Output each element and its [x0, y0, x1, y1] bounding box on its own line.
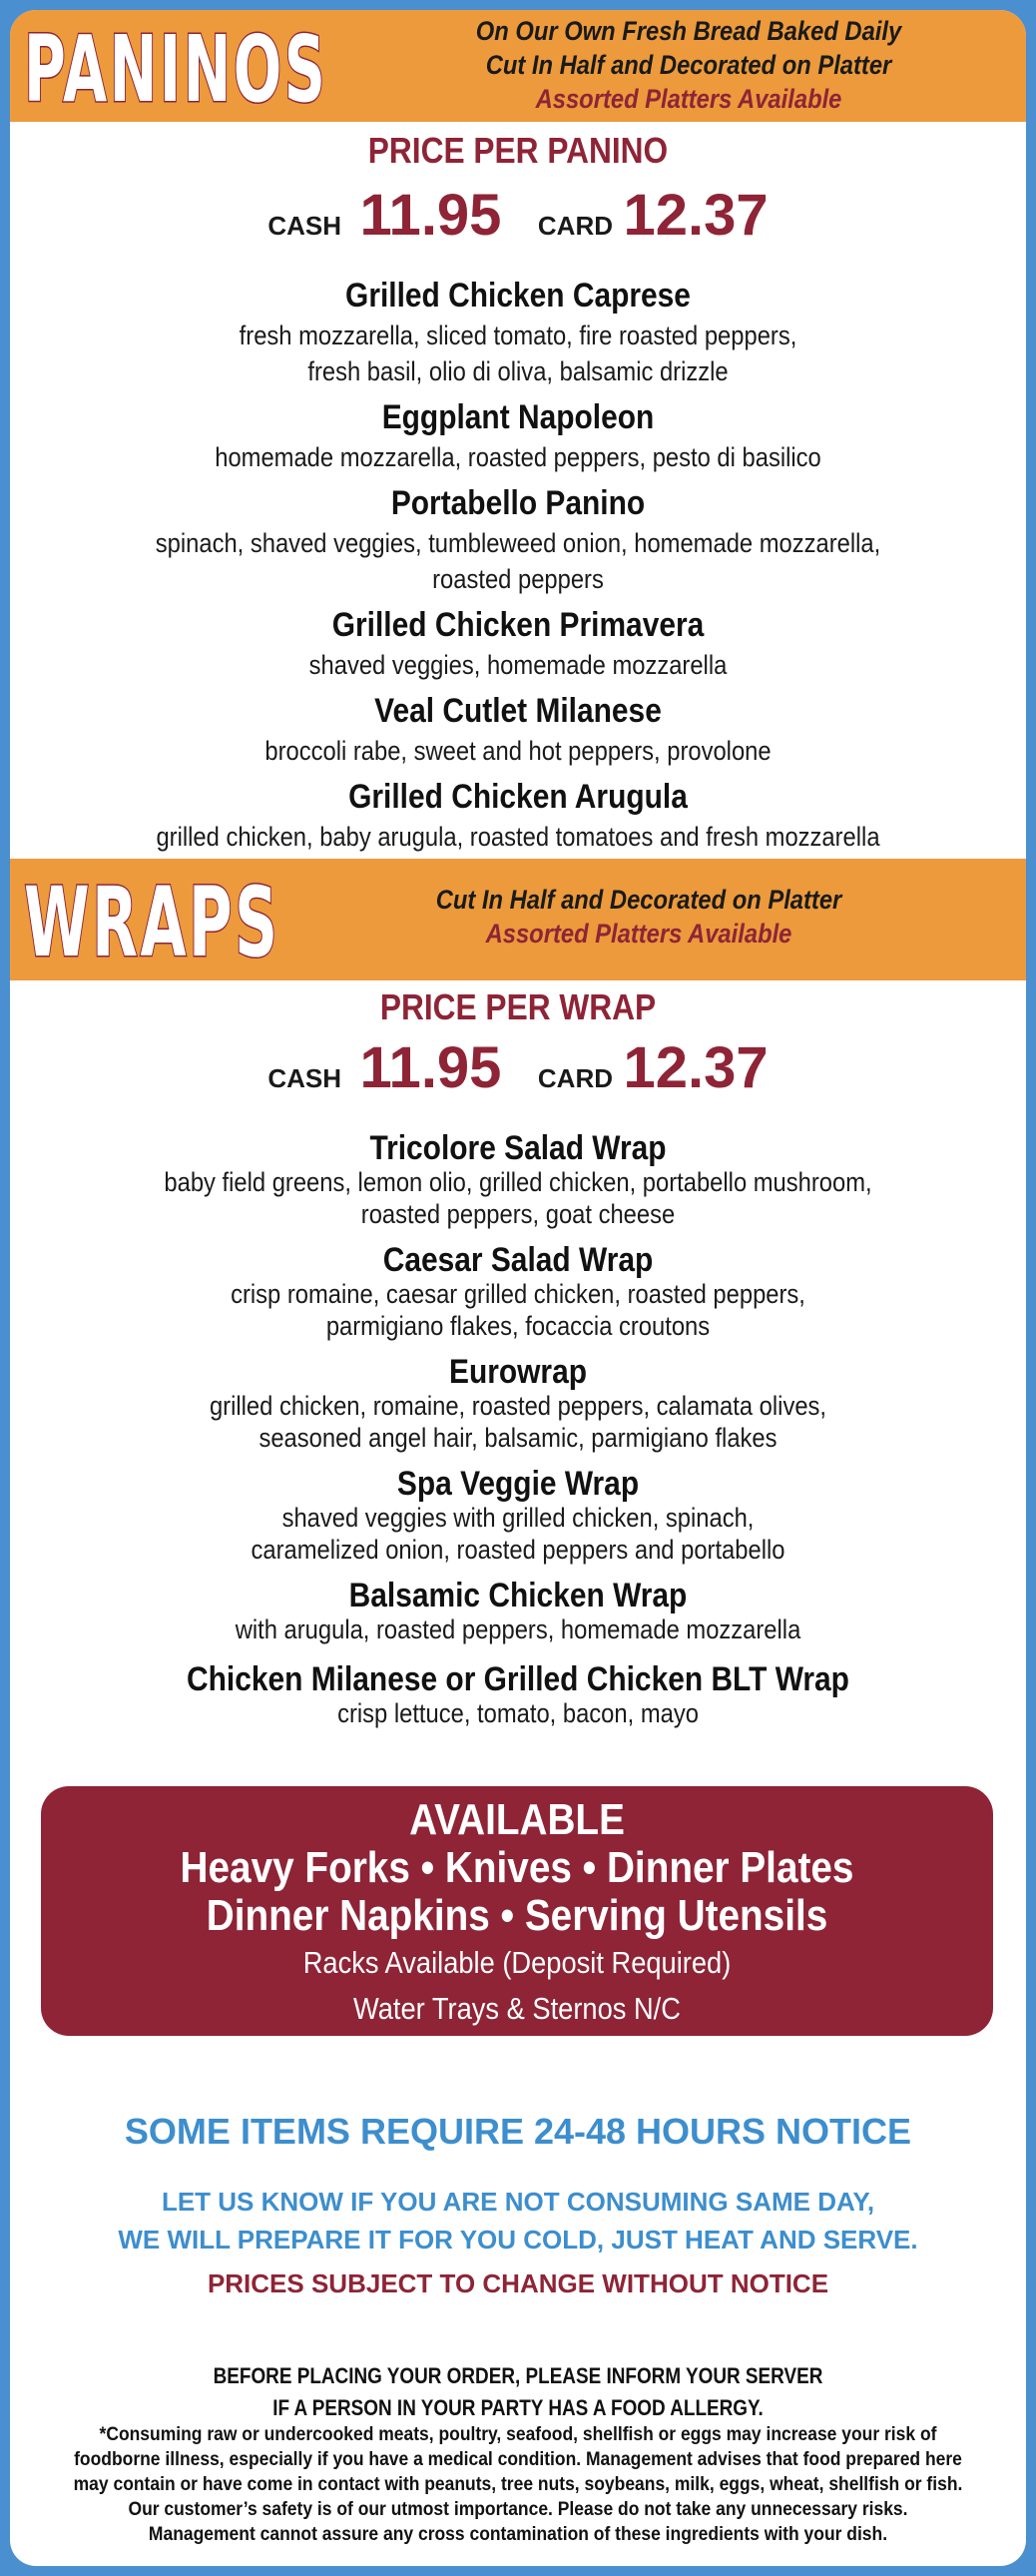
item-name: Eggplant Napoleon	[381, 398, 655, 436]
food-safety-disclaimer	[51, 2422, 986, 2547]
item-description: crisp lettuce, tomato, bacon, mayo	[337, 1698, 699, 1728]
available-line-4: Water Trays & Sternos N/C	[353, 1991, 681, 2026]
available-line-3: Racks Available (Deposit Required)	[302, 1945, 732, 1980]
cash-price: 11.95	[359, 1035, 502, 1100]
cold-notice-line-2: WE WILL PREPARE IT FOR YOU COLD, JUST HEAT AND SERVE.	[118, 2225, 918, 2254]
cash-price: 11.95	[359, 183, 502, 248]
wraps-tagline-2: Assorted Platters Available	[485, 919, 792, 949]
item-description: grilled chicken, romaine, roasted peppers, calamata olives,	[209, 1391, 827, 1421]
item-description: shaved veggies with grilled chicken, spinach,	[281, 1503, 755, 1533]
item-description: parmigiano flakes, focaccia croutons	[325, 1311, 711, 1341]
menu-item	[10, 689, 1026, 769]
menu-item	[10, 603, 1026, 683]
wraps-list	[10, 1130, 1026, 1729]
paninos-tagline-3: Assorted Platters Available	[535, 84, 842, 114]
item-name: Grilled Chicken Arugula	[348, 778, 688, 816]
item-name: Tricolore Salad Wrap	[369, 1129, 667, 1167]
wraps-price-row	[10, 1034, 1026, 1101]
menu-item	[10, 395, 1026, 475]
card-price: 12.37	[623, 183, 769, 248]
item-name: Eurowrap	[449, 1353, 587, 1391]
prices-notice: PRICES SUBJECT TO CHANGE WITHOUT NOTICE	[207, 2268, 829, 2298]
card-label: CARD	[537, 1063, 614, 1093]
allergy-warning	[81, 2360, 954, 2424]
cold-notice-line-1: LET US KNOW IF YOU ARE NOT CONSUMING SAME DAY,	[161, 2187, 875, 2217]
menu-item	[10, 481, 1026, 597]
item-name: Spa Veggie Wrap	[396, 1465, 640, 1503]
item-description: spinach, shaved veggies, tumbleweed onion, homemade mozzarella,	[155, 528, 881, 558]
disclaimer-line: foodborne illness, especially if you have a medical condition. Management advises that food prepared here	[74, 2449, 962, 2470]
wraps-tagline-1: Cut In Half and Decorated on Platter	[435, 885, 842, 915]
available-heading: AVAILABLE	[409, 1795, 625, 1844]
disclaimer-line: *Consuming raw or undercooked meats, poultry, seafood, shellfish or eggs may increase your risk of	[99, 2424, 937, 2445]
allergy-line-2: IF A PERSON IN YOUR PARTY HAS A FOOD ALLERGY.	[272, 2395, 764, 2420]
disclaimer-line: Management cannot assure any cross contamination of these ingredients with your dish.	[148, 2524, 888, 2545]
paninos-taglines	[425, 14, 952, 116]
menu-item	[10, 274, 1026, 389]
item-description: roasted peppers	[432, 564, 604, 594]
available-line-1: Heavy Forks • Knives • Dinner Plates	[180, 1843, 854, 1892]
hours-notice: SOME ITEMS REQUIRE 24-48 HOURS NOTICE	[124, 2111, 912, 2152]
item-description: with arugula, roasted peppers, homemade mozzarella	[235, 1614, 801, 1644]
paninos-tagline-1: On Our Own Fresh Bread Baked Daily	[475, 16, 902, 46]
wraps-taglines	[375, 883, 902, 951]
item-name: Veal Cutlet Milanese	[374, 692, 662, 730]
card-price: 12.37	[623, 1035, 769, 1100]
wraps-title: WRAPS	[24, 867, 280, 978]
item-name: Grilled Chicken Caprese	[345, 277, 691, 315]
item-description: grilled chicken, baby arugula, roasted tomatoes and fresh mozzarella	[156, 822, 880, 852]
item-description: homemade mozzarella, roasted peppers, pesto di basilico	[215, 442, 821, 472]
item-description: fresh basil, olio di oliva, balsamic drizzle	[307, 356, 729, 386]
wraps-price-heading: PRICE PER WRAP	[379, 986, 657, 1027]
item-name: Chicken Milanese or Grilled Chicken BLT Wrap	[187, 1660, 849, 1698]
item-description: baby field greens, lemon olio, grilled chicken, portabello mushroom,	[164, 1167, 872, 1197]
paninos-tagline-2: Cut In Half and Decorated on Platter	[485, 50, 892, 80]
item-description: caramelized onion, roasted peppers and portabello	[251, 1535, 785, 1565]
item-description: seasoned angel hair, balsamic, parmigiano flakes	[259, 1423, 777, 1453]
item-name: Portabello Panino	[390, 484, 646, 522]
item-description: broccoli rabe, sweet and hot peppers, provolone	[264, 736, 772, 766]
paninos-price-row	[10, 182, 1026, 249]
disclaimer-line: may contain or have come in contact with peanuts, tree nuts, soybeans, milk, eggs, wheat, shellfish or fish.	[73, 2474, 963, 2495]
menu-item	[10, 1661, 1026, 1729]
menu-item	[10, 1354, 1026, 1454]
card-label: CARD	[537, 211, 614, 241]
paninos-title: PANINOS	[24, 16, 328, 123]
cash-label: CASH	[267, 1063, 342, 1093]
wraps-banner	[10, 859, 1026, 980]
item-description: fresh mozzarella, sliced tomato, fire roasted peppers,	[239, 321, 797, 350]
menu-item	[10, 775, 1026, 855]
paninos-price-heading: PRICE PER PANINO	[367, 130, 669, 171]
allergy-line-1: BEFORE PLACING YOUR ORDER, PLEASE INFORM YOUR SERVER	[213, 2363, 823, 2388]
available-line-2: Dinner Napkins • Serving Utensils	[206, 1891, 828, 1940]
menu-page	[10, 10, 1026, 2566]
item-description: shaved veggies, homemade mozzarella	[308, 650, 728, 680]
item-name: Grilled Chicken Primavera	[331, 606, 705, 644]
menu-item	[10, 1466, 1026, 1566]
menu-item	[10, 1130, 1026, 1230]
menu-item	[10, 1578, 1026, 1645]
item-description: roasted peppers, goat cheese	[360, 1199, 676, 1229]
item-name: Caesar Salad Wrap	[382, 1241, 654, 1279]
item-description: crisp romaine, caesar grilled chicken, roasted peppers,	[231, 1279, 805, 1309]
disclaimer-line: Our customer’s safety is of our utmost importance. Please do not take any unnecessary risks.	[128, 2499, 908, 2520]
item-name: Balsamic Chicken Wrap	[348, 1577, 688, 1614]
menu-item	[10, 1242, 1026, 1342]
cash-label: CASH	[267, 211, 342, 241]
available-box	[41, 1786, 993, 2036]
paninos-list	[10, 274, 1026, 855]
cold-notice	[10, 2183, 1026, 2258]
paninos-banner	[10, 10, 1026, 122]
